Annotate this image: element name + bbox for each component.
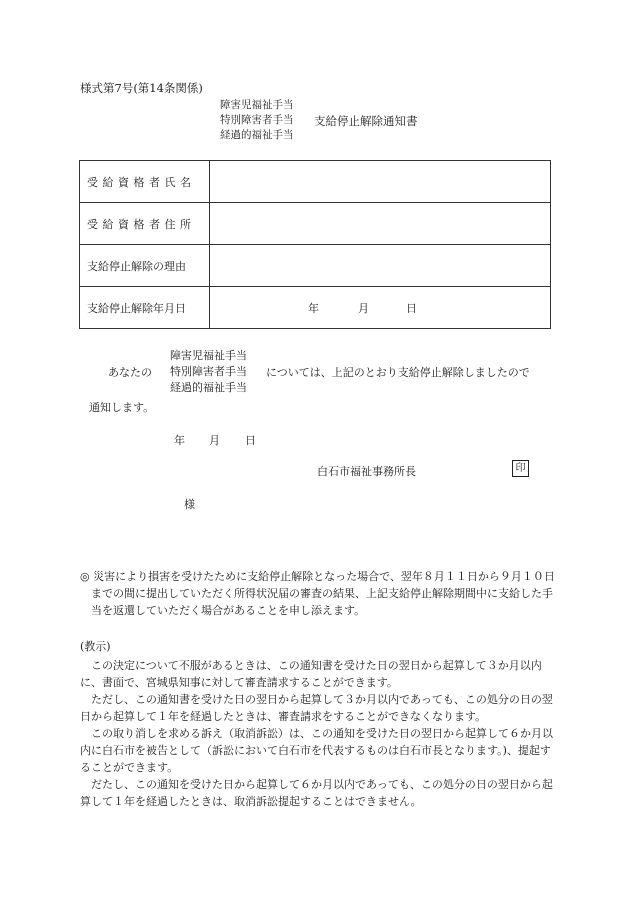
instruction-paragraph: ただし、この通知書を受けた日の翌日から起算して３か月以内であっても、この処分の日の翌日から起算して１年を経過したときは、審査請求をすることができなくなります。 [80,693,553,723]
issue-month-unit: 月 [209,434,220,447]
document-title: 支給停止解除通知書 [314,114,418,128]
allowance-type: 経過的福祉手当 [170,381,247,394]
recipient-name-value [210,161,551,203]
table-row [80,245,551,287]
release-date-label: 支給停止解除年月日 [80,287,210,329]
issue-day-unit: 日 [245,434,256,447]
allowance-types-header [220,98,294,143]
notice-prefix: あなたの [108,366,152,379]
notice-allowance-list [170,348,247,396]
table-row [80,161,551,203]
date-year-unit: 年 [308,302,319,315]
table-row [80,287,551,329]
recipient-name-label: 受給資格者氏名 [80,161,210,203]
allowance-type: 特別障害者手当 [170,365,247,378]
notice-sentence: については、上記のとおり支給停止解除しましたので [266,366,530,379]
release-date-value [210,287,551,329]
disaster-note [80,568,555,619]
notice-ending: 通知します。 [89,401,155,414]
instruction-heading: (教示) [80,640,111,653]
table-row [80,203,551,245]
addressee-honorific: 様 [184,498,195,511]
instruction-paragraph: だたし、この通知を受けた日から起算して６か月以内であっても、この処分の日の翌日から起算して１年を経過したときは、取消訴訟提起することはできません。 [80,778,553,808]
allowance-type: 障害児福祉手当 [220,99,294,111]
release-reason-label: 支給停止解除の理由 [80,245,210,287]
instruction-body [80,657,555,810]
recipient-info-table [79,160,551,329]
instruction-paragraph: この取り消しを求める訴え（取消訴訟）は、この通知を受けた日の翌日から起算して６か月以内に白石市を被告として（訴訟において白石市を代表するものは白石市長となります。)、提起することができます。 [80,727,553,774]
release-reason-value [210,245,551,287]
allowance-type: 経過的福祉手当 [220,129,294,141]
issuer-name: 白石市福祉事務所長 [317,465,416,478]
disaster-note-text: ◎ 災害により損害を受けたために支給停止解除となった場合で、翌年８月１１日から９月１０日までの間に提出していただく所得状況届の審査の結果、上記支給停止解除期間中に支給した手当を返還していただく場合があることを申し添えます。 [80,570,555,617]
date-day-unit: 日 [406,302,417,315]
seal-stamp: 印 [512,460,529,477]
allowance-type: 障害児福祉手当 [170,349,247,362]
issue-year-unit: 年 [174,434,185,447]
allowance-type: 特別障害者手当 [220,114,294,126]
form-number: 様式第7号(第14条関係) [80,81,203,95]
date-month-unit: 月 [358,302,369,315]
recipient-address-value [210,203,551,245]
recipient-address-label: 受給資格者住所 [80,203,210,245]
instruction-paragraph: この決定について不服があるときは、この通知書を受けた日の翌日から起算して３か月以内に、書面で、宮城県知事に対して審査請求することができます。 [80,659,542,689]
